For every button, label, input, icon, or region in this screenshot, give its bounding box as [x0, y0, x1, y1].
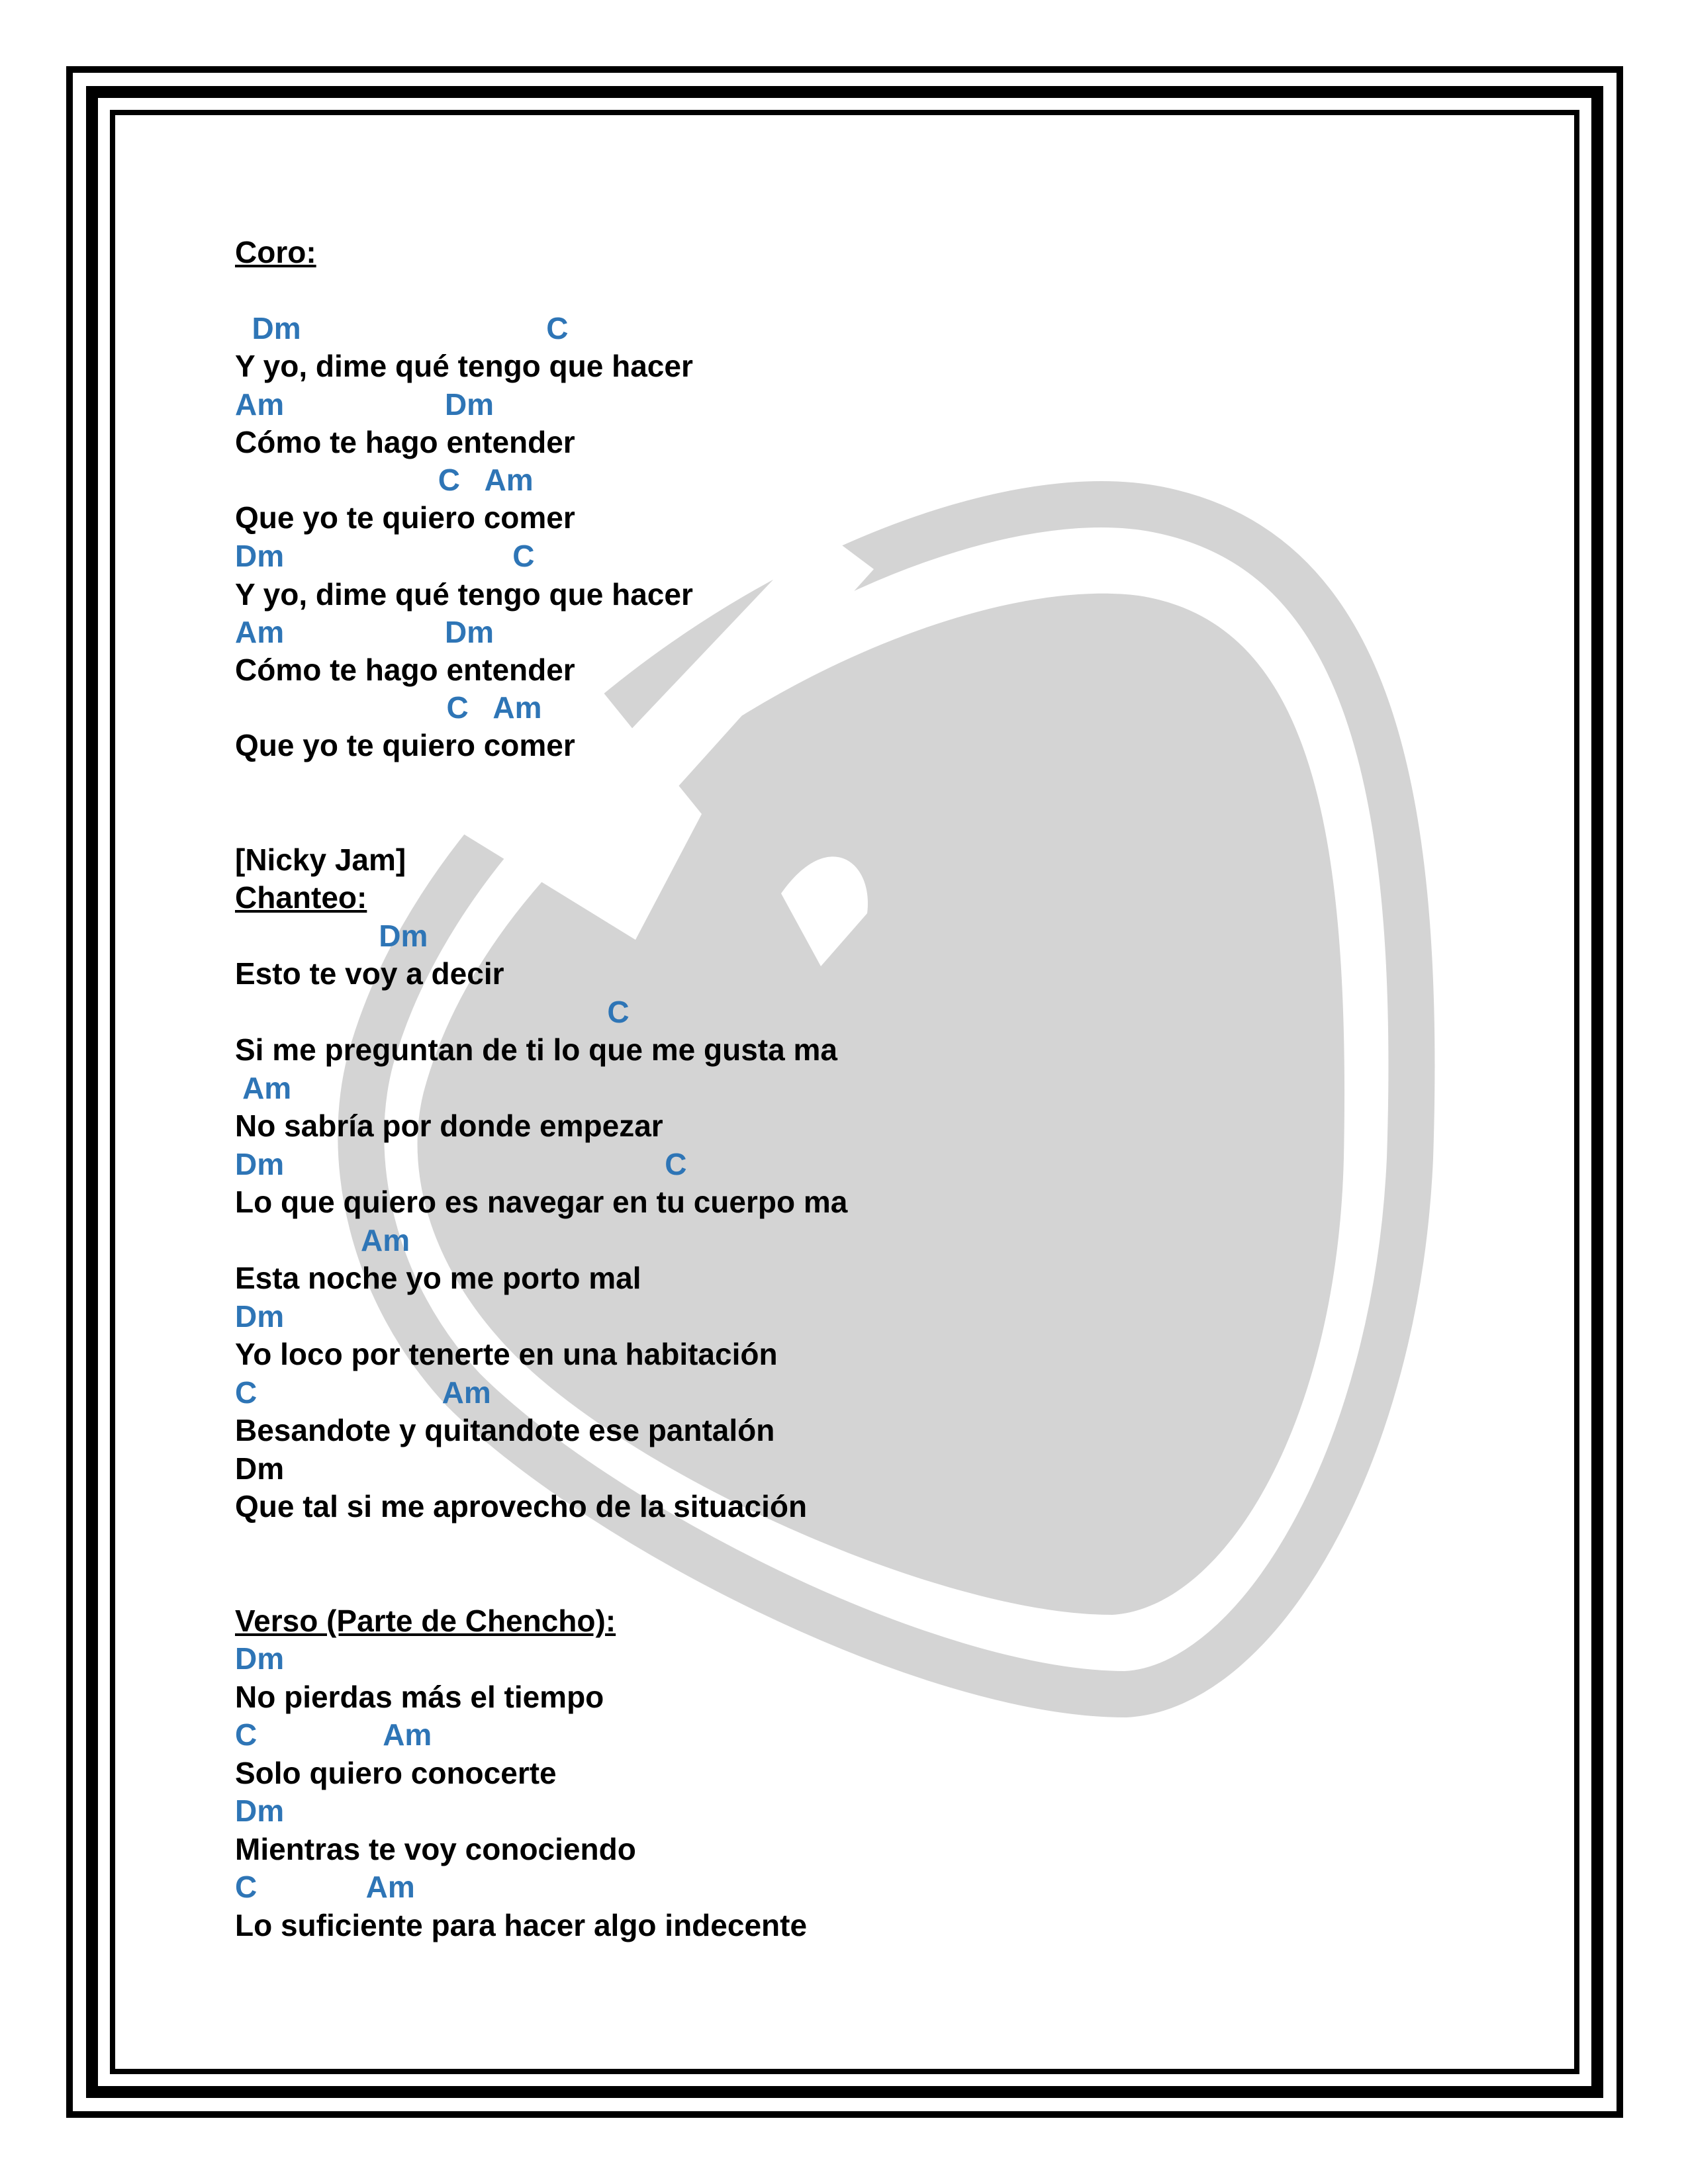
lyric-line: Y yo, dime qué tengo que hacer: [235, 349, 693, 383]
chord-line: Dm: [235, 919, 428, 953]
artist-label: [Nicky Jam]: [235, 842, 406, 877]
lyric-line: Besandote y quitandote ese pantalón: [235, 1413, 775, 1447]
chord-line: Dm C: [235, 539, 535, 573]
lyric-line: Cómo te hago entender: [235, 425, 575, 459]
chord-line: Am: [235, 1071, 292, 1105]
lyric-line: No sabría por donde empezar: [235, 1109, 663, 1143]
chord-line: C Am: [235, 463, 534, 497]
chord-line: Am: [235, 1223, 410, 1257]
lyric-line: Que yo te quiero comer: [235, 500, 575, 535]
chord-line: C Am: [235, 1375, 491, 1410]
lyric-line: Solo quiero conocerte: [235, 1756, 557, 1790]
chord-line: Dm: [235, 1794, 285, 1828]
chord-line: Am Dm: [235, 387, 494, 422]
lyric-line: No pierdas más el tiempo: [235, 1680, 604, 1714]
section-heading-coro: Coro:: [235, 235, 316, 269]
lyric-line: Yo loco por tenerte en una habitación: [235, 1337, 778, 1371]
chord-line: Dm C: [235, 311, 569, 345]
chord-line: C Am: [235, 690, 542, 725]
chord-line: C Am: [235, 1870, 415, 1904]
lyric-line: Cómo te hago entender: [235, 653, 575, 687]
chord-line: Am Dm: [235, 615, 494, 649]
chord-line: C: [235, 995, 630, 1029]
section-heading-chanteo: Chanteo:: [235, 880, 367, 915]
chord-line: Dm: [235, 1299, 285, 1334]
lyric-line: Y yo, dime qué tengo que hacer: [235, 577, 693, 612]
lyric-line: Si me preguntan de ti lo que me gusta ma: [235, 1032, 837, 1067]
lyric-line: Esto te voy a decir: [235, 956, 504, 991]
chord-line: C Am: [235, 1717, 432, 1752]
chord-line: Dm: [235, 1641, 285, 1676]
lyric-line: Que tal si me aprovecho de la situación: [235, 1489, 808, 1524]
lyric-line: Lo que quiero es navegar en tu cuerpo ma: [235, 1185, 848, 1219]
lyric-line: Lo suficiente para hacer algo indecente: [235, 1908, 808, 1942]
chord-line: Dm C: [235, 1147, 687, 1181]
chord-line: Dm: [235, 1451, 285, 1486]
section-heading-verso: Verso (Parte de Chencho):: [235, 1604, 616, 1638]
lyric-line: Que yo te quiero comer: [235, 728, 575, 762]
lyric-line: Esta noche yo me porto mal: [235, 1261, 641, 1295]
lyric-line: Mientras te voy conociendo: [235, 1832, 636, 1866]
